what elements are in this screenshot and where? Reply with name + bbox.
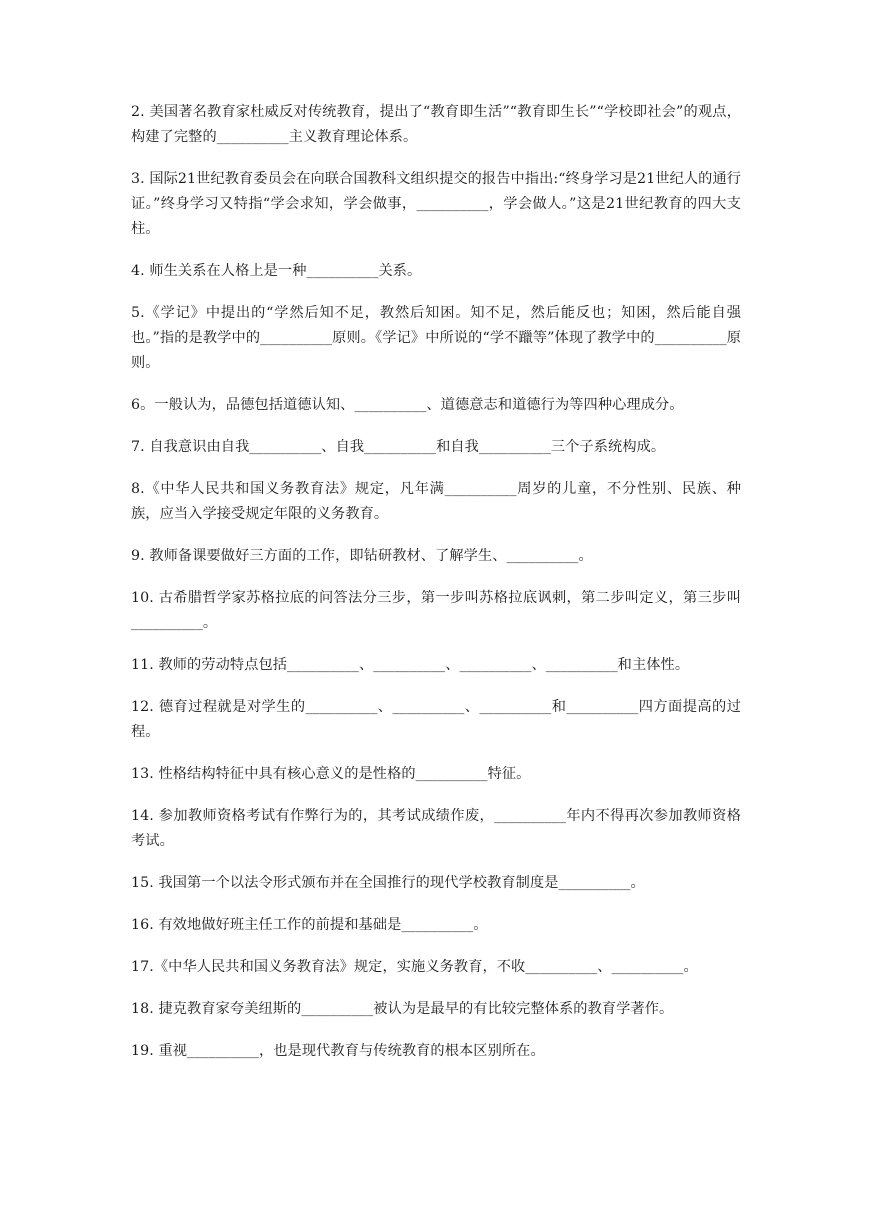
question-16: 16. 有效地做好班主任工作的前提和基础是__________。: [131, 917, 488, 933]
question-8: 8.《中华人民共和国义务教育法》规定，凡年满__________周岁的儿童，不分性别、民族、种族，应当入学接受规定年限的义务教育。: [131, 481, 741, 522]
question-4: 4. 师生关系在人格上是一种__________关系。: [131, 263, 422, 279]
question-18: 18. 捷克教育家夸美纽斯的__________被认为是最早的有比较完整体系的教育学著作。: [131, 1001, 674, 1017]
question-3: 3. 国际21世纪教育委员会在向联合国教科文组织提交的报告中指出:“终身学习是21世纪人的通行证。”终身学习又特指“学会求知，学会做事，__________，学会做人。”这是21世纪教育的四大支柱。: [131, 171, 742, 237]
document-page: [131, 100, 741, 1081]
question-9: 9. 教师备课要做好三方面的工作，即钻研教材、了解学生、__________。: [131, 548, 593, 564]
question-13: 13. 性格结构特征中具有核心意义的是性格的__________特征。: [131, 766, 531, 782]
question-19: 19. 重视__________，也是现代教育与传统教育的根本区别所在。: [131, 1043, 545, 1059]
question-14: 14. 参加教师资格考试有作弊行为的，其考试成绩作废，__________年内不得再次参加教师资格考试。: [131, 808, 741, 849]
question-17: 17.《中华人民共和国义务教育法》规定，实施义务教育，不收__________、__________。: [131, 959, 698, 975]
question-11: 11. 教师的劳动特点包括__________、__________、__________、__________和主体性。: [131, 657, 690, 673]
question-12: 12. 德育过程就是对学生的__________、__________、__________和__________四方面提高的过程。: [131, 699, 741, 740]
question-6: 6。一般认为，品德包括道德认知、__________、道德意志和道德行为等四种心理成分。: [131, 397, 684, 413]
question-10: 10. 古希腊哲学家苏格拉底的问答法分三步，第一步叫苏格拉底讽刺，第二步叫定义，第三步叫__________。: [131, 590, 741, 631]
question-7: 7. 自我意识由自我__________、自我__________和自我__________三个子系统构成。: [131, 439, 666, 455]
question-5: 5.《学记》中提出的“学然后知不足，教然后知困。知不足，然后能反也；知困，然后能自强也。”指的是教学中的__________原则。《学记》中所说的“学不躐等”体现了教学中的__________原则。: [131, 305, 741, 371]
question-15: 15. 我国第一个以法令形式颁布并在全国推行的现代学校教育制度是__________。: [131, 875, 645, 891]
question-2: 2. 美国著名教育家杜威反对传统教育，提出了“教育即生活”“教育即生长”“学校即社会”的观点，构建了完整的__________主义教育理论体系。: [131, 104, 741, 145]
